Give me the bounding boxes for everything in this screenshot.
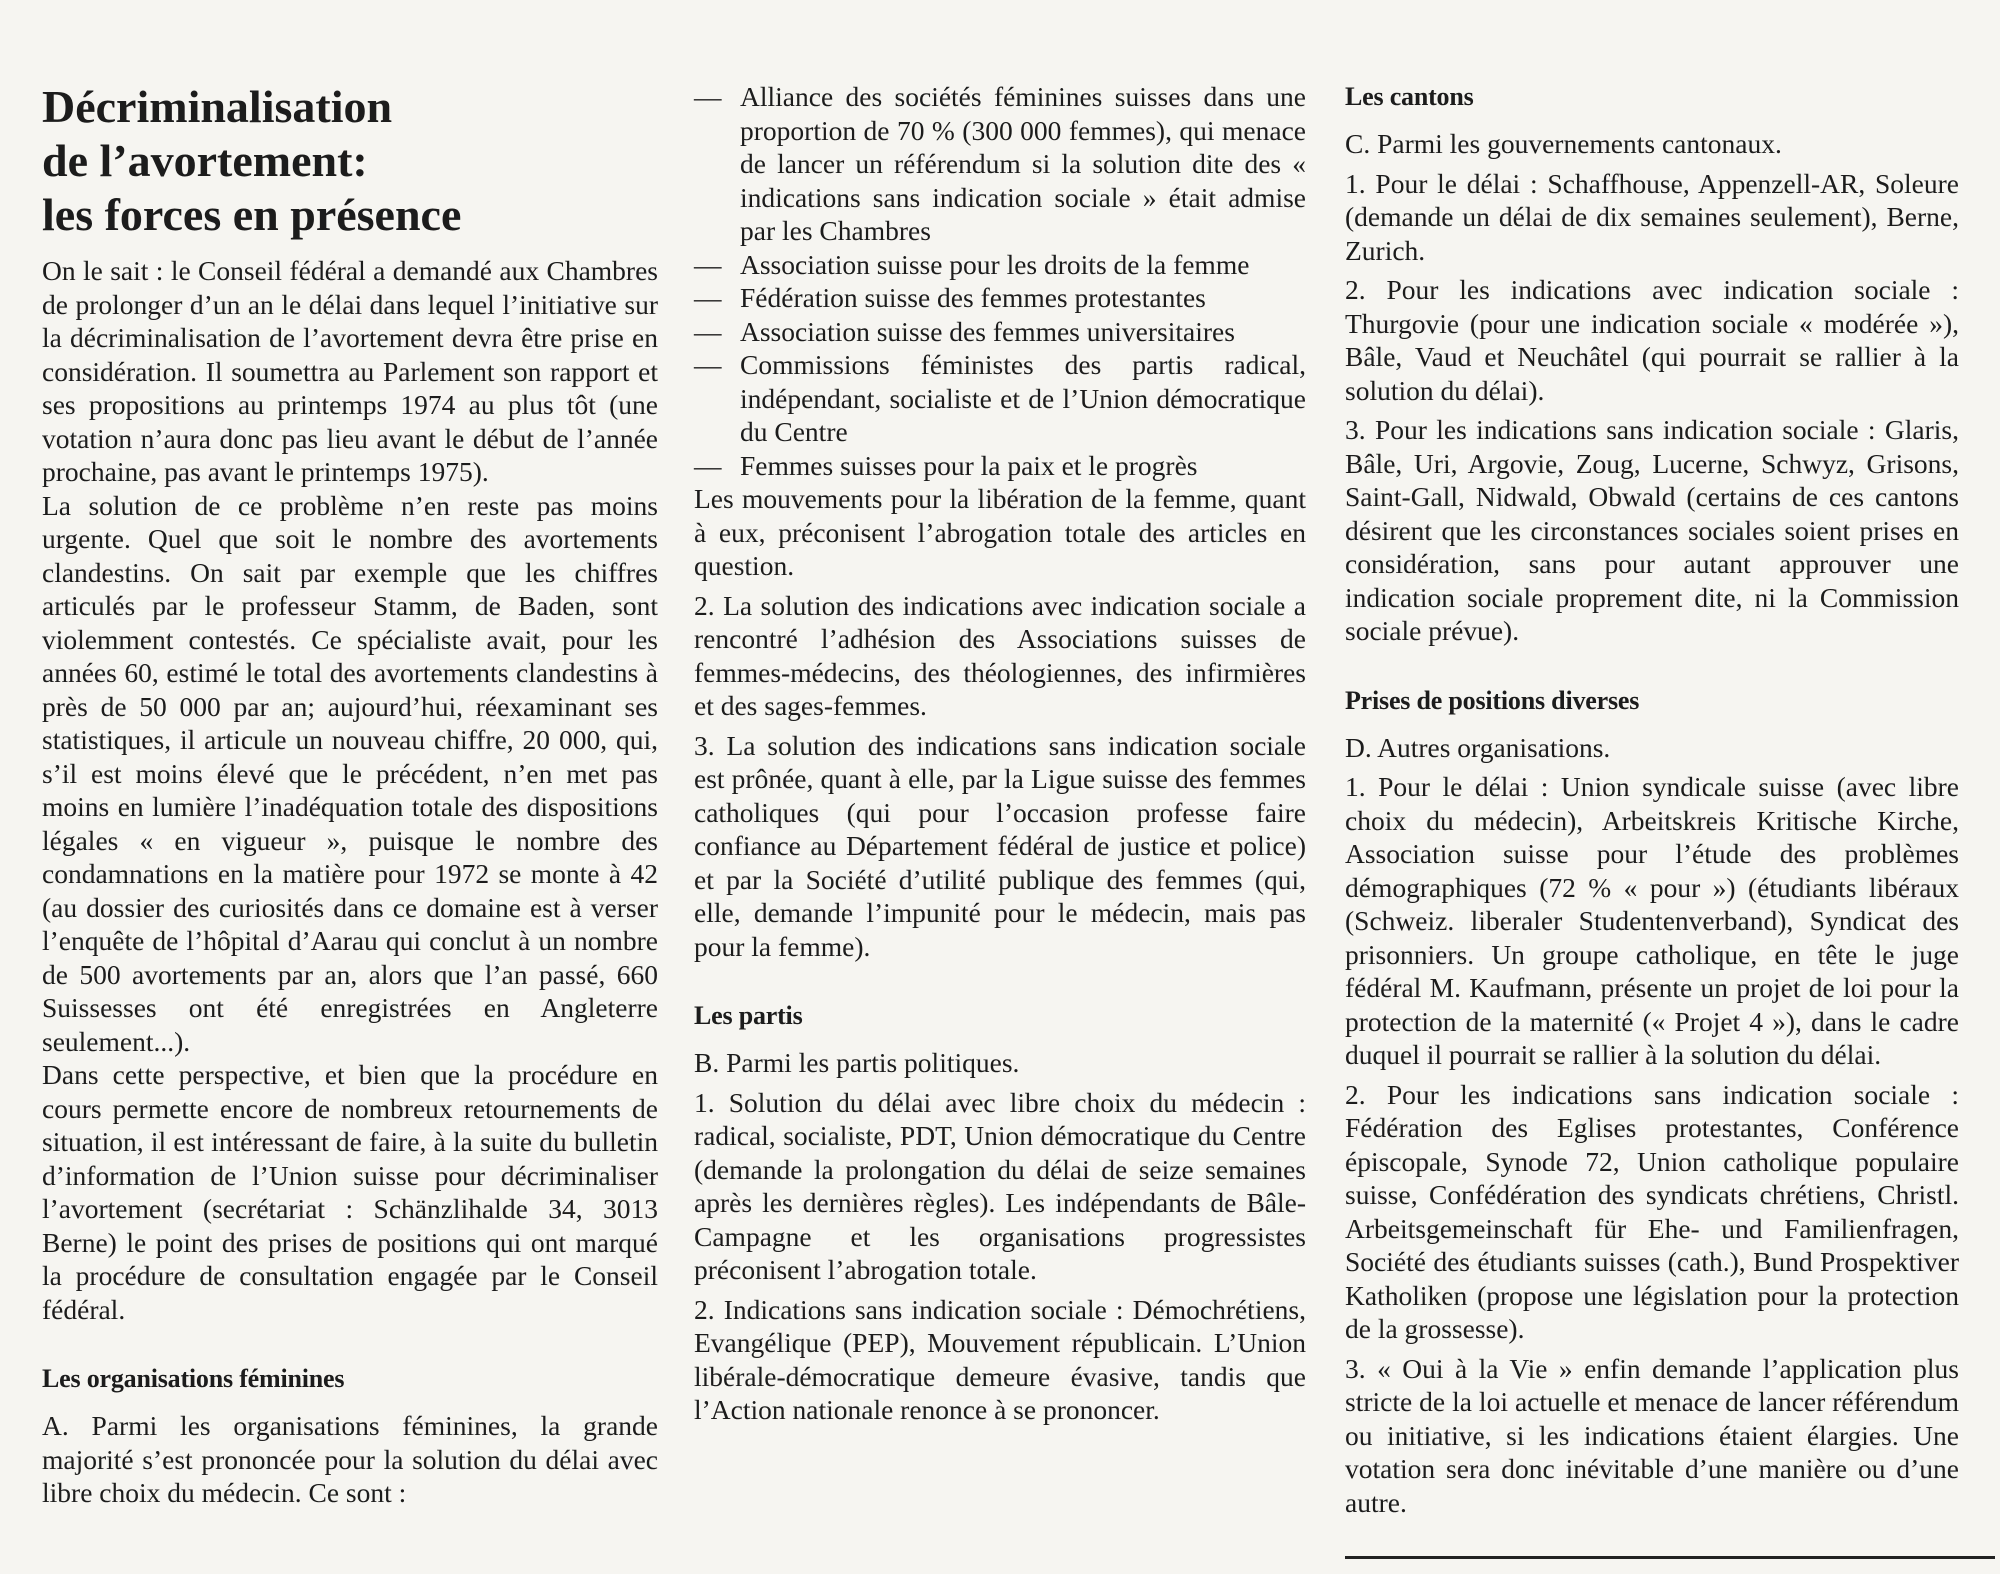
list-item: — Fédération suisse des femmes protestantes: [694, 281, 1306, 315]
section-d-paragraph: D. Autres organisations.: [1345, 731, 1611, 763]
article-title: [42, 80, 658, 242]
intro-paragraph: La solution de ce problème n’en reste pas moins urgente. Quel que soit le nombre des avortements clandestins. On sait par exemple que les chiffres articulés par le professeur Stamm, de Baden, sont violemment contestés. Ce spécialiste avait, pour les années 60, estimé le total des avortements clandestins à près de 50 000 par an; aujourd’hui, réexaminant ses statistiques, il articule un nouveau chiffre, 20 000, qui, s’il est moins élevé que le précédent, n’en met pas moins en lumière l’inadéquation totale des dispositions légales « en vigueur », puisque le nombre des condamnations en la matière pour 1972 se monte à 42 (au dossier des curiosités dans ce domaine est à verser l’enquête de l’hôpital d’Aarau qui conclut à un nombre de 500 avortements par an, alors que l’an passé, 660 Suissesses ont été enregistrées en Angleterre seulement...).: [42, 489, 658, 1057]
fem-point-2: 2. La solution des indications avec indication sociale a rencontré l’adhésion des Associations suisses de femmes-médecins, des théologiennes, des infirmières et des sages-femmes.: [694, 589, 1306, 721]
partis-point-1: 1. Solution du délai avec libre choix du médecin : radical, socialiste, PDT, Union démocratique du Centre (demande la prolongation du délai de seize semaines après les dernières règles). Les indépendants de Bâle-Campagne et les organisations progressistes préconisent l’abrogation totale.: [694, 1086, 1306, 1285]
intro-paragraph: On le sait : le Conseil fédéral a demandé aux Chambres de prolonger d’un an le délai dans lequel l’initiative sur la décriminalisation de l’avortement devra être prise en considération. Il soumettra au Parlement son rapport et ses propositions au printemps 1974 au plus tôt (une votation n’aura donc pas lieu avant le début de l’année prochaine, pas avant le printemps 1975).: [42, 255, 658, 487]
bottom-rule: [1345, 1556, 1995, 1559]
title-line: de l’avortement:: [42, 135, 368, 186]
list-item: — Alliance des sociétés féminines suisses dans une proportion de 70 % (300 000 femmes), qui menace de lancer un référendum si la solution dite des « indications sans indication sociale » était admise par les Chambres: [694, 80, 1306, 248]
section-b-paragraph: B. Parmi les partis politiques.: [694, 1047, 1020, 1078]
section-heading-feminines: Les organisations féminines: [42, 1364, 345, 1393]
section-c-paragraph: C. Parmi les gouvernements cantonaux.: [1345, 128, 1782, 159]
intro-paragraph: Dans cette perspective, et bien que la procédure en cours permette encore de nombreux retournements de situation, il est intéressant de faire, à la suite du bulletin d’information de l’Union suisse pour décriminaliser l’avortement (secrétariat : Schänzlihalde 34, 3013 Berne) le point des prises de positions qui ont marqué la procédure de consultation engagée par le Conseil fédéral.: [42, 1059, 658, 1325]
list-item: — Commissions féministes des partis radical, indépendant, socialiste et de l’Union démocratique du Centre: [694, 348, 1306, 449]
list-item: — Association suisse des femmes universitaires: [694, 315, 1306, 349]
section-heading-partis: Les partis: [694, 1001, 803, 1030]
section-heading-cantons: Les cantons: [1345, 82, 1474, 111]
list-item: — Association suisse pour les droits de la femme: [694, 248, 1306, 282]
section-heading-diverses: Prises de positions diverses: [1345, 685, 1640, 715]
feminine-organisations-list: [694, 80, 1306, 482]
diverses-point-1: 1. Pour le délai : Union syndicale suisse (avec libre choix du médecin), Arbeitskreis Kritische Kirche, Association suisse pour l’étude des problèmes démographiques (72 % « pour ») (étudiants libéraux (Schweiz. liberaler Studentenverband), Syndicat des prisonniers. Un groupe catholique, en tête le juge fédéral M. Kaufmann, présente un projet de loi pour la protection de la maternité (« Projet 4 »), dans le cadre duquel il pourrait se rallier à la solution du délai.: [1345, 771, 1959, 1070]
diverses-point-3: 3. « Oui à la Vie » enfin demande l’application plus stricte de la loi actuelle et menace de lancer référendum ou initiative, si les indications étaient élargies. Une votation sera donc inévitable d’une manière ou d’une autre.: [1345, 1352, 1959, 1518]
list-item: — Femmes suisses pour la paix et le progrès: [694, 449, 1306, 483]
cantons-point-2: 2. Pour les indications avec indication sociale : Thurgovie (pour une indication sociale « modérée »), Bâle, Vaud et Neuchâtel (qui pourrait se rallier à la solution du délai).: [1345, 274, 1959, 406]
fem-point-3: 3. La solution des indications sans indication sociale est prônée, quant à elle, par la Ligue suisse des femmes catholiques (qui pour l’occasion professe faire confiance au Département fédéral de justice et police) et par la Société d’utilité publique des femmes (qui, elle, demande l’impunité pour le médecin, mais pas pour la femme).: [694, 729, 1306, 962]
mlf-paragraph: Les mouvements pour la libération de la femme, quant à eux, préconisent l’abrogation totale des articles en question.: [694, 483, 1306, 581]
title-line: les forces en présence: [42, 189, 462, 240]
column-1: [42, 80, 658, 1510]
title-line: Décriminalisation: [42, 81, 393, 132]
cantons-point-3: 3. Pour les indications sans indication sociale : Glaris, Bâle, Uri, Argovie, Zoug, Lucerne, Schwyz, Grisons, Saint-Gall, Nidwald, Obwald (certains de ces cantons désirent que les circonstances sociales soient prises en considération, sans pour autant approuver une indication sociale proprement dite, ni la Commission sociale prévue).: [1345, 414, 1959, 646]
column-3: [1345, 80, 1959, 1519]
column-2: [694, 80, 1306, 1427]
partis-point-2: 2. Indications sans indication sociale : Démochrétiens, Evangélique (PEP), Mouvement républicain. L’Union libérale-démocratique demeure évasive, tandis que l’Action nationale renonce à se prononcer.: [694, 1293, 1306, 1425]
section-a-paragraph: A. Parmi les organisations féminines, la grande majorité s’est prononcée pour la solution du délai avec libre choix du médecin. Ce sont :: [42, 1410, 658, 1508]
cantons-point-1: 1. Pour le délai : Schaffhouse, Appenzell-AR, Soleure (demande un délai de dix semaines seulement), Berne, Zurich.: [1345, 167, 1959, 266]
diverses-point-2: 2. Pour les indications sans indication sociale : Fédération des Eglises protestantes, Conférence épiscopale, Synode 72, Union catholique populaire suisse, Confédération des syndicats chrétiens, Christl. Arbeitsgemeinschaft für Ehe- und Familienfragen, Société des étudiants suisses (cath.), Bund Prospektiver Katholiken (propose une législation pour la protection de la grossesse).: [1345, 1078, 1959, 1344]
